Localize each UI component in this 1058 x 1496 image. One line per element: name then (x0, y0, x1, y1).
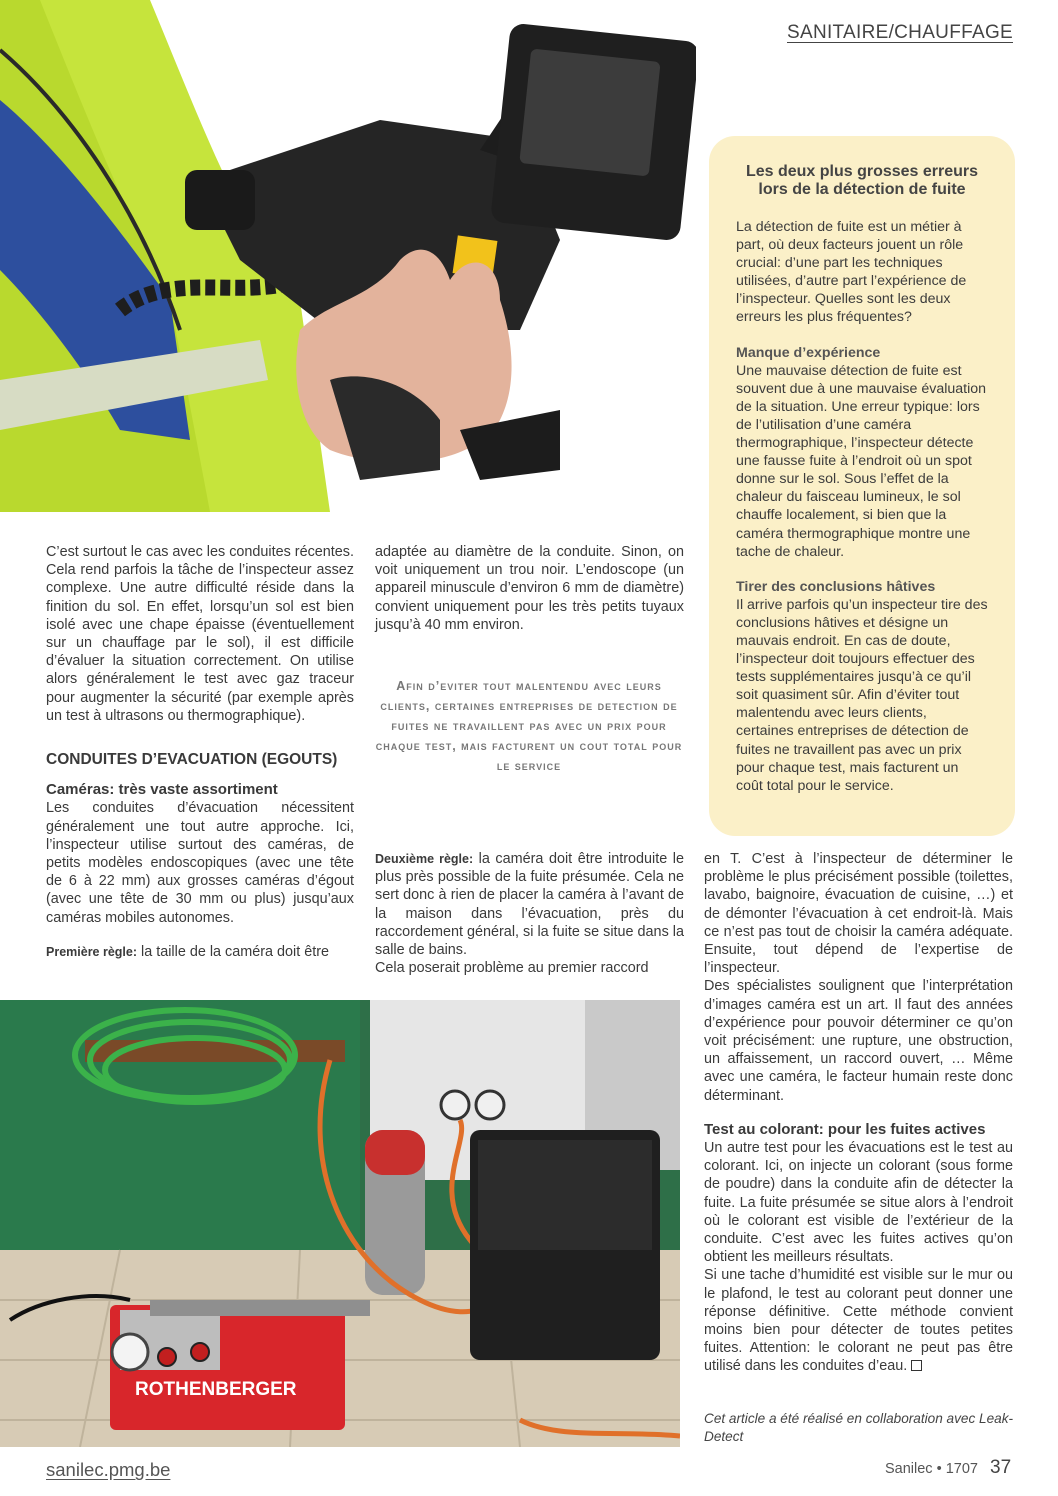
page-number: 37 (990, 1457, 1012, 1478)
rule-2-label: Deuxième règle: (375, 852, 474, 866)
col3-p2: Des spécialistes soulignent que l’interprétation d’images caméra est un art. Il faut des années d’expérience pour pouvoir déterminer ce qu’on voit précisément: une rupture, une obstruction, un affaissement, un raccord ouvert, … Même avec une caméra, le facteur humain reste donc déterminant. (704, 978, 1013, 1104)
rule-1 (46, 943, 354, 961)
col2-top: adaptée au diamètre de la conduite. Sinon, on voit uniquement un trou noir. L’endoscope (un appareil minuscule d’environ 6 mm de diamètre) convient uniquement pour les très petits tuyaux jusqu’à 40 mm environ. (375, 544, 684, 633)
dye-test-heading: Test au colorant: pour les fuites actives (704, 1120, 986, 1138)
section-tag: SANITAIRE/CHAUFFAGE (787, 22, 1013, 43)
rule-1-text: la taille de la caméra doit être (137, 943, 330, 960)
pressure-test-pump-photo (0, 1000, 680, 1447)
footer-magazine-issue: Sanilec • 1707 (885, 1461, 978, 1477)
sidebar-heading-2: Tirer des conclusions hâtives (736, 578, 936, 595)
rule-2-text: la caméra doit être introduite le plus près possible de la fuite présumée. Cela ne sert donc à rien de placer la caméra à l’avant de la maison dans l’évacuation, près du raccordement général, si la fuite se situe dans la salle de bains. (375, 851, 684, 959)
sidebar-text-2: Il arrive parfois qu’un inspecteur tire des conclusions hâtives et désigne un mauvais endroit. En cas de doute, l’inspecteur doit toujours effectuer des tests supplémentaires jusqu’à ce qu’il soit quasiment sûr. Afin d’éviter tout malentendu avec leurs clients, certaines entreprises de détection de fuites ne travaillent pas avec un prix pour chaque test, mais facturent un coût total pour le service. (736, 596, 988, 794)
column-3 (704, 850, 1013, 1376)
cameras-subheading: Caméras: très vaste assortiment (46, 781, 278, 799)
col1-body: Les conduites d’évacuation nécessitent généralement une tout autre approche. Ici, l’inspecteur utilise surtout des caméras, de petits modèles endoscopiques (avec une tête de 6 à 22 mm) aux grosses caméras d’égout (avec une tête de 30 mm ou plus) jusqu’aux caméras mobiles autonomes. (46, 800, 354, 926)
sidebar-text (736, 218, 988, 795)
rule-1-label: Première règle: (46, 944, 138, 959)
pump-brand: ROTHENBERGER (135, 1379, 297, 1400)
sidebar-intro: La détection de fuite est un métier à part, où deux facteurs jouent un rôle crucial: d’une part les techniques utilisées, d’autre part l’expérience de l’inspecteur. Quelles sont les deux erreurs les plus fréquentes? (736, 219, 967, 326)
rule-2-end: Cela poserait problème au premier raccord (375, 960, 649, 977)
col3-p4-text: Si une tache d’humidité est visible sur le mur ou le plafond, le test au colorant peut donner une réponse définitive. Cette méthode convient moins bien pour détecter de toutes petites fuites. Attention: le colorant ne peut pas être utilisé dans les conduites d’eau. (704, 1267, 1013, 1375)
column-2-lower (375, 850, 684, 977)
pull-quote: Afin d’eviter tout malentendu avec leurs clients, certaines entreprises de detection de fuites ne travaillent pas avec un prix pour chaque test, mais facturent un cout total pour le service (375, 679, 683, 773)
col3-p3: Un autre test pour les évacuations est le test au colorant. Ici, on injecte un colorant (sous forme de poudre) dans la conduite afin de détecter la fuite. La fuite présumée se situe alors à l’endroit où le colorant est visible de l’extérieur de la conduite. C’est avec les fuites actives qu’on obtient les meilleurs résultats. (704, 1140, 1013, 1266)
drain-section-heading: CONDUITES D’EVACUATION (EGOUTS) (46, 751, 338, 769)
sidebar-heading-1: Manque d’expérience (736, 344, 881, 361)
column-2 (375, 543, 684, 634)
article-credit: Cet article a été réalisé en collaboration avec Leak-Detect (704, 1411, 1014, 1444)
bottom-photo (0, 1000, 680, 1447)
rule-2 (375, 850, 684, 959)
sidebar-text-1: Une mauvaise détection de fuite est souvent due à une mauvaise évaluation de la situation. Une erreur typique: lors de l’utilisation d’une caméra thermographique, l’inspecteur détecte une fausse fuite à l’endroit où un spot donne sur le sol. Sous l’effet de la chaleur du faisceau lumineux, le sol chauffe localement, si bien que la caméra thermographique montre une tache de chaleur. (736, 362, 987, 560)
col3-p4 (704, 1266, 1013, 1375)
top-photo (0, 0, 696, 512)
end-box-icon (911, 1360, 922, 1371)
thermal-camera-photo (0, 0, 696, 512)
footer-website-link[interactable]: sanilec.pmg.be (46, 1459, 171, 1480)
col1-intro: C’est surtout le cas avec les conduites récentes. Cela rend parfois la tâche de l’inspecteur assez complexe. Une autre difficulté réside dans la finition du sol. En effet, lorsqu’un sol est bien isolé avec une chape épaisse (éventuellement sur un chauffage par le sol), il est difficile d’évaluer la situation correctement. On utilise alors généralement le test avec gaz traceur pour augmenter la sécurité (par exemple après un test à ultrasons ou thermographique). (46, 544, 354, 724)
sidebar-title: Les deux plus grosses erreurs lors de la détection de fuite (745, 163, 979, 198)
col3-p1: en T. C’est à l’inspecteur de déterminer le problème le plus précisément possible (toilettes, lavabo, baignoire, évacuation de cuisine, …) et de démonter l’évacuation à cet endroit-là. Mais ce n’est pas tout de choisir la caméra adéquate. Ensuite, tout dépend de l’expertise de l’inspecteur. (704, 851, 1013, 977)
column-1 (46, 543, 354, 961)
